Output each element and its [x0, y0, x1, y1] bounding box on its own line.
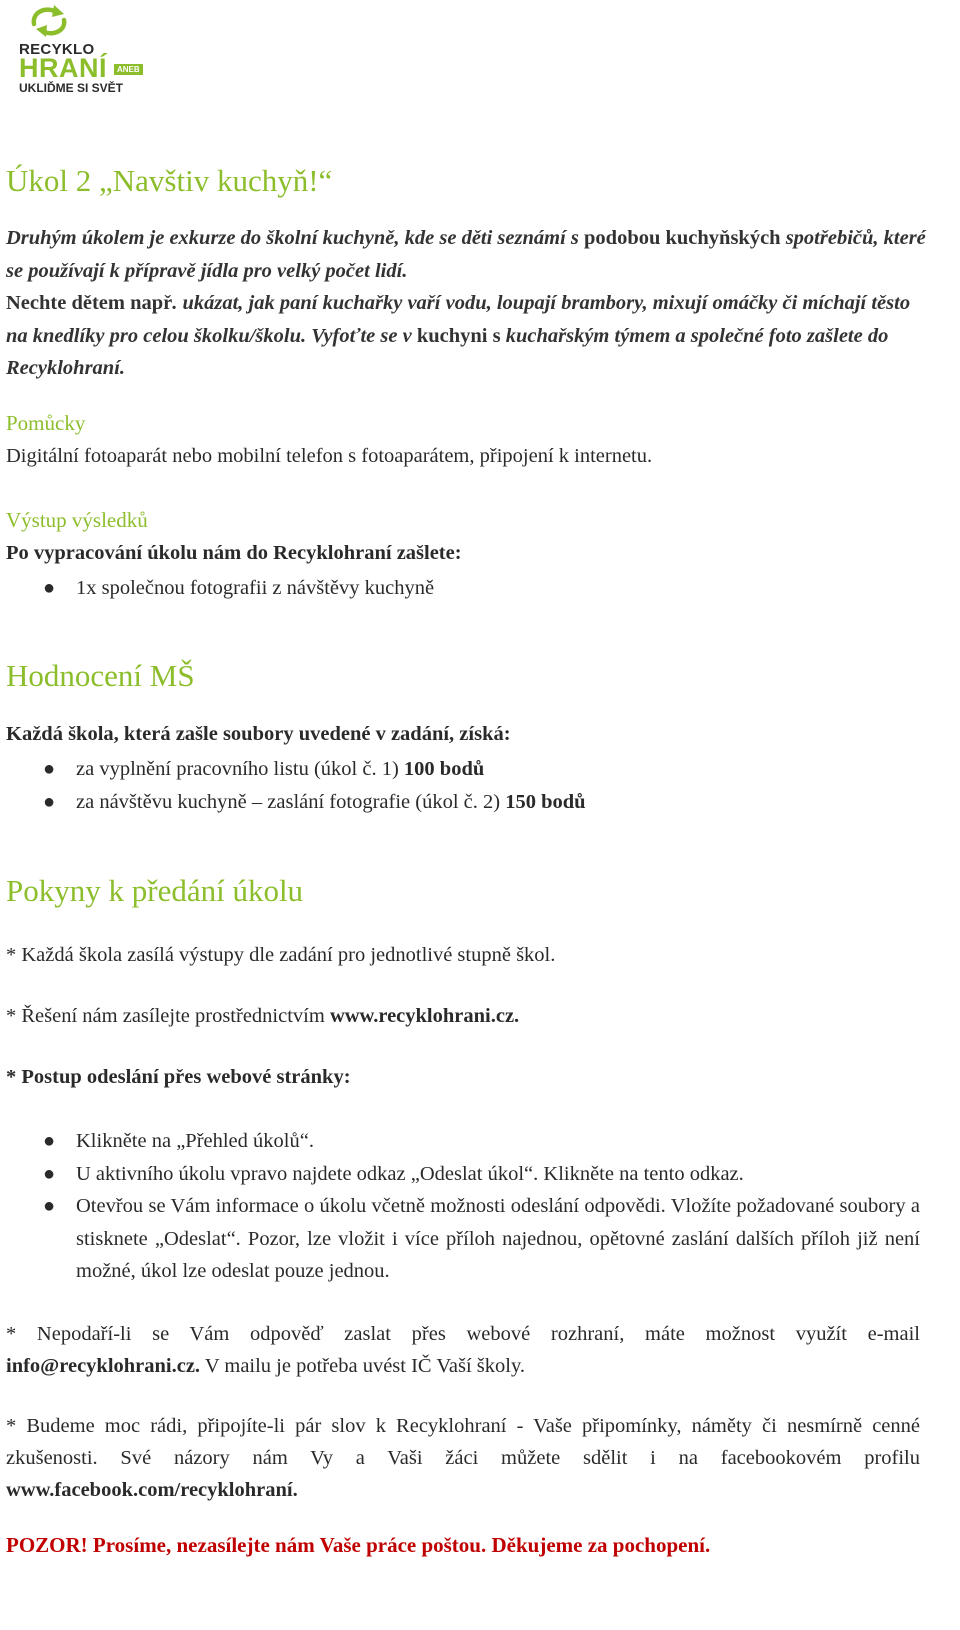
instructions-title: Pokyny k předání úkolu: [6, 873, 304, 908]
warning-text: POZOR! Prosíme, nezasílejte nám Vaše práce poštou. Děkujeme za pochopení.: [6, 1533, 711, 1557]
facebook-link[interactable]: www.facebook.com/recyklohraní.: [6, 1479, 298, 1501]
logo-line3: UKLIĎME SI SVĚT: [19, 81, 124, 95]
list-item: [43, 1190, 920, 1288]
rating-lead: Každá škola, která zašle soubory uvedené v zadání, získá:: [6, 723, 511, 745]
instructions-p4: [6, 1318, 920, 1382]
intro-s2c: kuchyni s: [416, 324, 501, 347]
intro-s1b: podobou kuchyňských: [584, 227, 781, 249]
output-lead: Po vypracování úkolu nám do Recyklohraní zašlete:: [6, 542, 462, 564]
rating-item-points: 100 bodů: [403, 758, 485, 780]
instructions-p5-a: * Budeme moc rádi, připojíte-li pár slov k Recyklohraní - Vaše připomínky, náměty či nesmírně cenné zkušenosti. Své názory nám Vy a Vaši žáci můžete sdělit i na facebookovém profilu: [6, 1415, 920, 1469]
recycle-arrows-icon: [28, 4, 72, 38]
list-item: [43, 786, 920, 819]
logo: [16, 4, 146, 96]
bullet-icon: ●: [43, 1195, 56, 1217]
bullet-icon: ●: [43, 758, 56, 780]
rating-list: [43, 753, 920, 818]
list-item: [43, 753, 920, 786]
intro-s2a: Nechte dětem např: [6, 292, 173, 314]
instructions-p4-b: V mailu je potřeba uvést IČ Vaší školy.: [200, 1355, 525, 1377]
steps-list: [43, 1125, 920, 1288]
bullet-icon: ●: [43, 577, 56, 599]
output-list: [43, 572, 920, 605]
bullet-icon: ●: [43, 1162, 56, 1185]
instructions-p5: [6, 1410, 920, 1506]
email-link[interactable]: info@recyklohrani.cz.: [6, 1355, 201, 1377]
task-intro: [6, 222, 926, 385]
rating-title: Hodnocení MŠ: [6, 658, 195, 693]
list-item: [43, 1158, 920, 1191]
logo-line2: HRANÍ: [19, 53, 107, 83]
task-title: Úkol 2 „Navštiv kuchyň!“: [6, 163, 333, 198]
list-item: [43, 1125, 920, 1158]
intro-s1a: Druhým úkolem je exkurze do školní kuchyně, kde se děti seznámí s: [6, 227, 585, 249]
step-text: Klikněte na „Přehled úkolů“.: [76, 1130, 314, 1152]
rating-item-text: za návštěvu kuchyně – zaslání fotografie (úkol č. 2): [76, 790, 506, 813]
instructions-p2: [6, 1005, 519, 1028]
intro-s1c: spotřebičů, které se používají k přípravě jídla pro velký počet lidí.: [6, 227, 926, 282]
output-heading: Výstup výsledků: [6, 508, 148, 532]
website-link[interactable]: www.recyklohrani.cz.: [329, 1005, 520, 1027]
aids-heading: Pomůcky: [6, 411, 86, 435]
step-text: U aktivního úkolu vpravo najdete odkaz „Odeslat úkol“. Klikněte na tento odkaz.: [76, 1162, 744, 1185]
logo-aneb-badge: ANEB: [114, 64, 143, 75]
bullet-icon: ●: [43, 1130, 56, 1152]
list-item: [43, 572, 920, 605]
aids-text: Digitální fotoaparát nebo mobilní telefon s fotoaparátem, připojení k internetu.: [6, 445, 653, 467]
instructions-p3: * Postup odeslání přes webové stránky:: [6, 1066, 351, 1088]
intro-s2d: kuchařským týmem a společné foto zašlete do Recyklohraní.: [6, 324, 889, 379]
output-item-text: 1x společnou fotografii z návštěvy kuchyně: [76, 577, 435, 599]
bullet-icon: ●: [43, 790, 56, 813]
rating-item-points: 150 bodů: [505, 790, 586, 813]
step-text: Otevřou se Vám informace o úkolu včetně možnosti odeslání odpovědi. Vložíte požadované soubory a stisknete „Odeslat“. Pozor, lze vložit i více příloh najednou, opětovné zaslání dalších příloh již není možné, úkol lze odeslat pouze jednou.: [76, 1195, 920, 1282]
instructions-p2-text: * Řešení nám zasílejte prostřednictvím: [6, 1005, 330, 1027]
rating-item-text: za vyplnění pracovního listu (úkol č. 1): [76, 758, 404, 780]
intro-s2b: . ukázat, jak paní kuchařky vaří vodu, loupají brambory, mixují omáčky či míchají těsto na knedlíky pro celou školku/školu. Vyfoťte se v: [6, 292, 911, 347]
instructions-p1: * Každá škola zasílá výstupy dle zadání pro jednotlivé stupně škol.: [6, 944, 556, 966]
logo-line1: RECYKLO: [19, 41, 95, 58]
instructions-p4-a: * Nepodaří-li se Vám odpověď zaslat přes webové rozhraní, máte možnost využít e-mail: [6, 1323, 920, 1345]
